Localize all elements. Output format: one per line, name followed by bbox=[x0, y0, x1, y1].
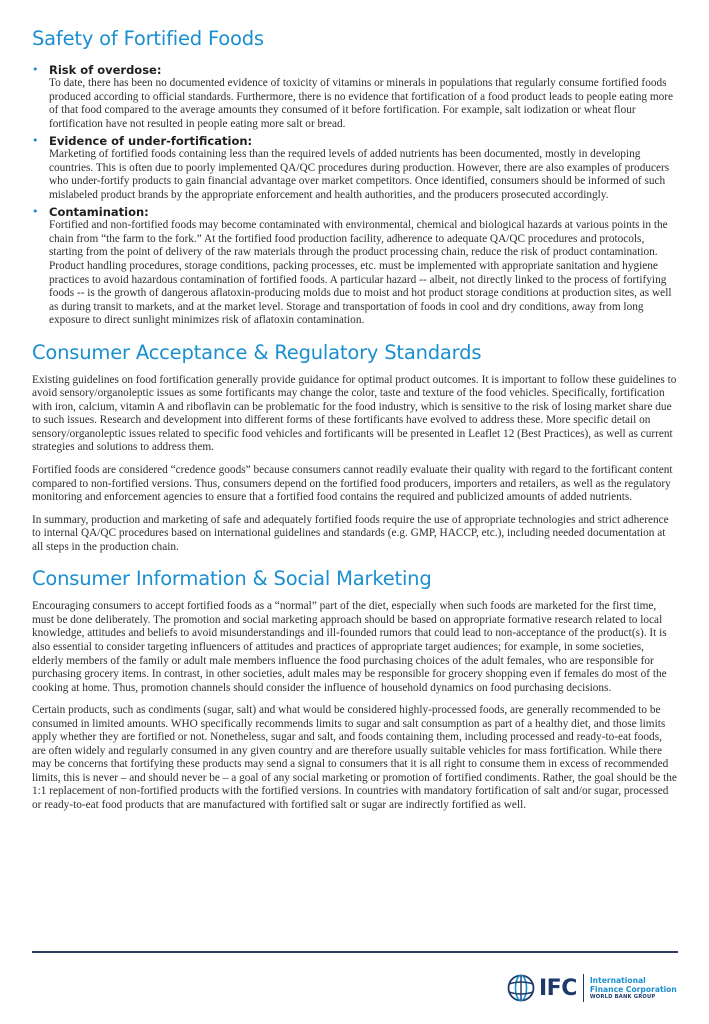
page-content bbox=[32, 26, 678, 813]
bullet-heading: Risk of overdose: bbox=[49, 63, 162, 77]
marketing-section bbox=[32, 566, 678, 812]
org-group: WORLD BANK GROUP bbox=[589, 993, 656, 1000]
bullet-text: To date, there has been no documented evidence of toxicity of vitamins or minerals in populations that regularly consume fortified foods produced according to official standards. Furthermore, there is no evidence that fortification of a food product leads to people eating more of that food compared to the average amounts they consumed of it before fortification. For example, salt iodization or wheat flour fortification have not resulted in people eating more salt or bread. bbox=[49, 77, 674, 130]
ifc-wordmark: IFC bbox=[539, 975, 577, 1001]
acceptance-section bbox=[32, 340, 678, 555]
org-name-line2: Finance Corporation bbox=[589, 984, 677, 994]
safety-title: Safety of Fortified Foods bbox=[32, 27, 264, 50]
paragraph: Existing guidelines on food fortification generally provide guidance for optimal product outcomes. It is important to follow these guidelines to avoid sensory/organoleptic issues as some fortificants may change the color, taste and texture of the food vehicles. Specifically, fortification with iron, calcium, vitamin A and riboflavin can be problematic for the food industry, which is sensitive to the risk of losing market share due to such issues. Research and development into different forms of these fortificants have evolved to address these. More specific detail on sensory/organoleptic issues related to specific food vehicles and fortificants will be presented in Leaflet 12 (Best Practices), as well as current strategies and solutions to address them. bbox=[32, 373, 677, 454]
bullet-under-fortification bbox=[32, 134, 678, 202]
paragraph: Fortified foods are considered “credence goods” because consumers cannot readily evaluate their quality with regard to the fortificant content compared to non-fortified versions. Thus, consumers depend on the fortified food producers, importers and retailers, as well as the regulatory monitoring and enforcement agencies to ensure that a fortified food contains the required and publicized amounts of added nutrients. bbox=[32, 464, 673, 504]
safety-section bbox=[32, 26, 678, 328]
paragraph: In summary, production and marketing of safe and adequately fortified foods require the use of appropriate technologies and strict adherence to internal QA/QC procedures based on international guidelines and standards (e.g. GMP, HACCP, etc.), including needed documentation at all steps in the production chain. bbox=[32, 513, 669, 553]
bullet-dot-icon: • bbox=[32, 134, 39, 148]
bullet-dot-icon: • bbox=[32, 205, 39, 219]
ifc-logo bbox=[507, 968, 687, 1008]
marketing-title: Consumer Information & Social Marketing bbox=[32, 567, 432, 591]
logo-separator bbox=[583, 974, 584, 1002]
bullet-dot-icon: • bbox=[32, 63, 39, 76]
acceptance-title: Consumer Acceptance & Regulatory Standards bbox=[32, 340, 482, 364]
bullet-heading: Contamination: bbox=[49, 205, 149, 220]
bullet-contamination bbox=[32, 205, 678, 327]
bullet-heading: Evidence of under-fortification: bbox=[49, 134, 253, 149]
org-name-line1: International bbox=[589, 975, 646, 985]
bullet-risk-of-overdose bbox=[32, 63, 678, 131]
globe-icon bbox=[507, 974, 535, 1002]
paragraph: Encouraging consumers to accept fortified foods as a “normal” part of the diet, especially when such foods are marketed for the first time, must be done deliberately. The promotion and social marketing approach should be based on appropriate formative research related to local knowledge, attitudes and beliefs to avoid misunderstandings and ill-founded rumors that could lead to non-acceptance of the product(s). It is also essential to consider targeting influencers of attitudes and practices of appropriate target audiences; for example, in some societies, elderly members of the family or adult male members influence the food purchasing choices of the adult females, who are responsible for purchasing grocery items. In contrast, in other societies, adult males may be responsible for grocery shopping even if females do most of the cooking at home. Thus, promotion channels should consider the influence of household dynamics on food purchasing decisions. bbox=[32, 600, 667, 694]
bullet-text: Marketing of fortified foods containing less than the required levels of added nutrients has been documented, mostly in developing countries. This is often due to poorly implemented QA/QC procedures during production. However, there are also examples of producers who under-fortify products to gain financial advantage over market competitors. Once identified, consumers should be informed of such mislabeled product brands by the appropriate enforcement and health authorities, and the producers prosecuted accordingly. bbox=[49, 148, 670, 201]
safety-bullet-list bbox=[32, 63, 678, 328]
footer-divider bbox=[32, 951, 678, 953]
bullet-text: Fortified and non-fortified foods may become contaminated with environmental, chemical and biological hazards at various points in the chain from “the farm to the fork.” At the fortified food production facility, adherence to adequate QA/QC procedures and protocols, starting from the point of delivery of the raw materials through the product processing chain, reduce the risk of product contamination. Product handling procedures, storage conditions, packing processes, etc. must be implemented with appropriate sanitation and hygiene practices to avoid hazardous contamination of fortified foods. A particular hazard -- albeit, not directly linked to the process of fortifying foods -- is the growth of dangerous aflatoxin-producing molds due to moist and hot product storage conditions at production sites, as well as during transit to markets, and at the market level. Storage and transportation of foods in cool and dry conditions, away from long exposure to direct sunlight minimizes risk of aflatoxin contamination. bbox=[49, 219, 672, 327]
paragraph: Certain products, such as condiments (sugar, salt) and what would be considered highly-processed foods, are generally recommended to be consumed in limited amounts. WHO specifically recommends limits to sugar and salt consumption as part of a healthy diet, and those limits apply whether they are fortified or not. Nonetheless, sugar and salt, and foods containing them, including processed and ready-to-eat foods, are often widely and regularly consumed in any given country and are therefore usually suitable vehicles for mass fortification. While there may be concerns that fortifying these products may send a signal to consumers that it is all right to consume them in excess of recommended limits, this is never – and should never be – a goal of any social marketing or promotion of fortified condiments. Rather, the goal should be the 1:1 replacement of non-fortified products with the fortified versions. In countries with mandatory fortification of salt and/or sugar, processed or ready-to-eat food products that are manufactured with fortified salt or sugar are indirectly fortified as well. bbox=[32, 704, 677, 811]
logo-text bbox=[590, 976, 677, 1001]
